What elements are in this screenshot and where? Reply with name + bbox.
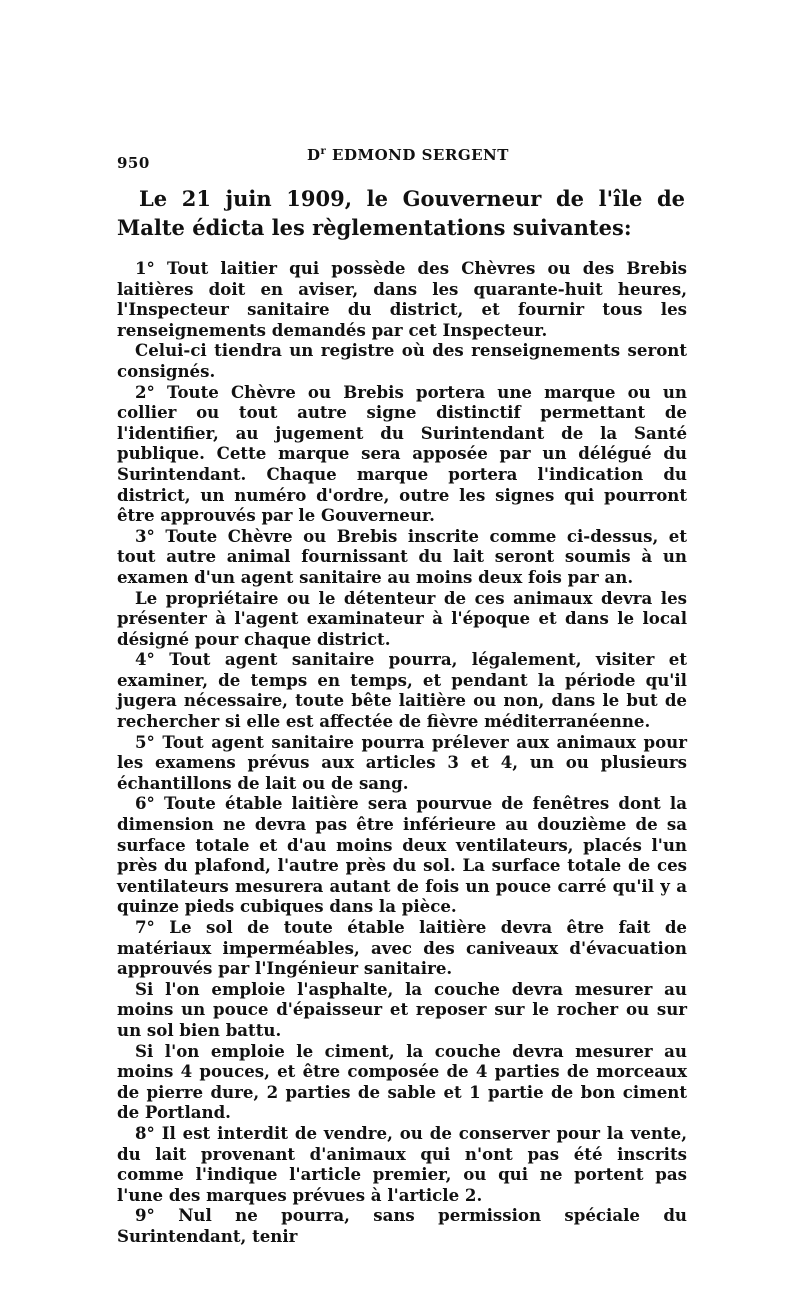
paragraph: Celui-ci tiendra un registre où des renseignements seront consignés. <box>117 340 687 381</box>
paragraph: 5° Tout agent sanitaire pourra prélever aux animaux pour les examens prévus aux articles 3 et 4, un ou plusieurs échantillons de lait ou de sang. <box>117 731 687 793</box>
author-name: EDMOND SERGENT <box>332 146 509 164</box>
paragraph: Si l'on emploie le ciment, la couche devra mesurer au moins 4 pouces, et être composée de 4 parties de morceaux de pierre dure, 2 parties de sable et 1 partie de bon ciment de Portland. <box>117 1040 687 1123</box>
paragraph: 4° Tout agent sanitaire pourra, légalement, visiter et examiner, de temps en temps, et pendant la période qu'il jugera nécessaire, toute bête laitière ou non, dans le but de rechercher si elle est affectée de fièvre méditerranéenne. <box>117 649 687 732</box>
paragraph: 7° Le sol de toute étable laitière devra être fait de matériaux imperméables, avec des caniveaux d'évacuation approuvés par l'Ingénieur sanitaire. <box>117 917 687 979</box>
paragraph: Si l'on emploie l'asphalte, la couche devra mesurer au moins un pouce d'épaisseur et reposer sur le rocher ou sur un sol bien battu. <box>117 978 687 1040</box>
running-head <box>307 146 509 164</box>
paragraph: 6° Toute étable laitière sera pourvue de fenêtres dont la dimension ne devra pas être inférieure au douzième de sa surface totale et d'au moins deux ventilateurs, placés l'un près du plafond, l'autre près du sol. La surface totale de ces ventilateurs mesurera autant de fois un pouce carré qu'il y a quinze pieds cubiques dans la pièce. <box>117 793 687 917</box>
paragraph: 8° Il est interdit de vendre, ou de conserver pour la vente, du lait provenant d'animaux qui n'ont pas été inscrits comme l'indique l'article premier, ou qui ne portent pas l'une des marques prévues à l'article 2. <box>117 1122 687 1205</box>
paragraph: 2° Toute Chèvre ou Brebis portera une marque ou un collier ou tout autre signe distinctif permettant de l'identifier, au jugement du Surintendant de la Santé publique. Cette marque sera apposée par un délégué du Surintendant. Chaque marque portera l'indication du district, un numéro d'ordre, outre les signes qui pourront être approuvés par le Gouverneur. <box>117 381 687 526</box>
regulations-text <box>117 258 687 1247</box>
paragraph: 1° Tout laitier qui possède des Chèvres ou des Brebis laitières doit en aviser, dans les quarante-huit heures, l'Inspecteur sanitaire du district, et fournir tous les renseignements demandés par cet Inspecteur. <box>117 258 687 340</box>
paragraph: 3° Toute Chèvre ou Brebis inscrite comme ci-dessus, et tout autre animal fournissant du lait seront soumis à un examen d'un agent sanitaire au moins deux fois par an. <box>117 525 687 587</box>
paragraph: Le propriétaire ou le détenteur de ces animaux devra les présenter à l'agent examinateur à l'époque et dans le local désigné pour chaque district. <box>117 587 687 649</box>
paragraph: 9° Nul ne pourra, sans permission spéciale du Surintendant, tenir <box>117 1205 687 1246</box>
page-header <box>117 146 687 172</box>
page-number: 950 <box>117 154 150 172</box>
intro-paragraph: Le 21 juin 1909, le Gouverneur de l'île de Malte édicta les règlementations suivantes: <box>117 186 685 240</box>
author-title: $D^r$ <box>307 146 327 164</box>
